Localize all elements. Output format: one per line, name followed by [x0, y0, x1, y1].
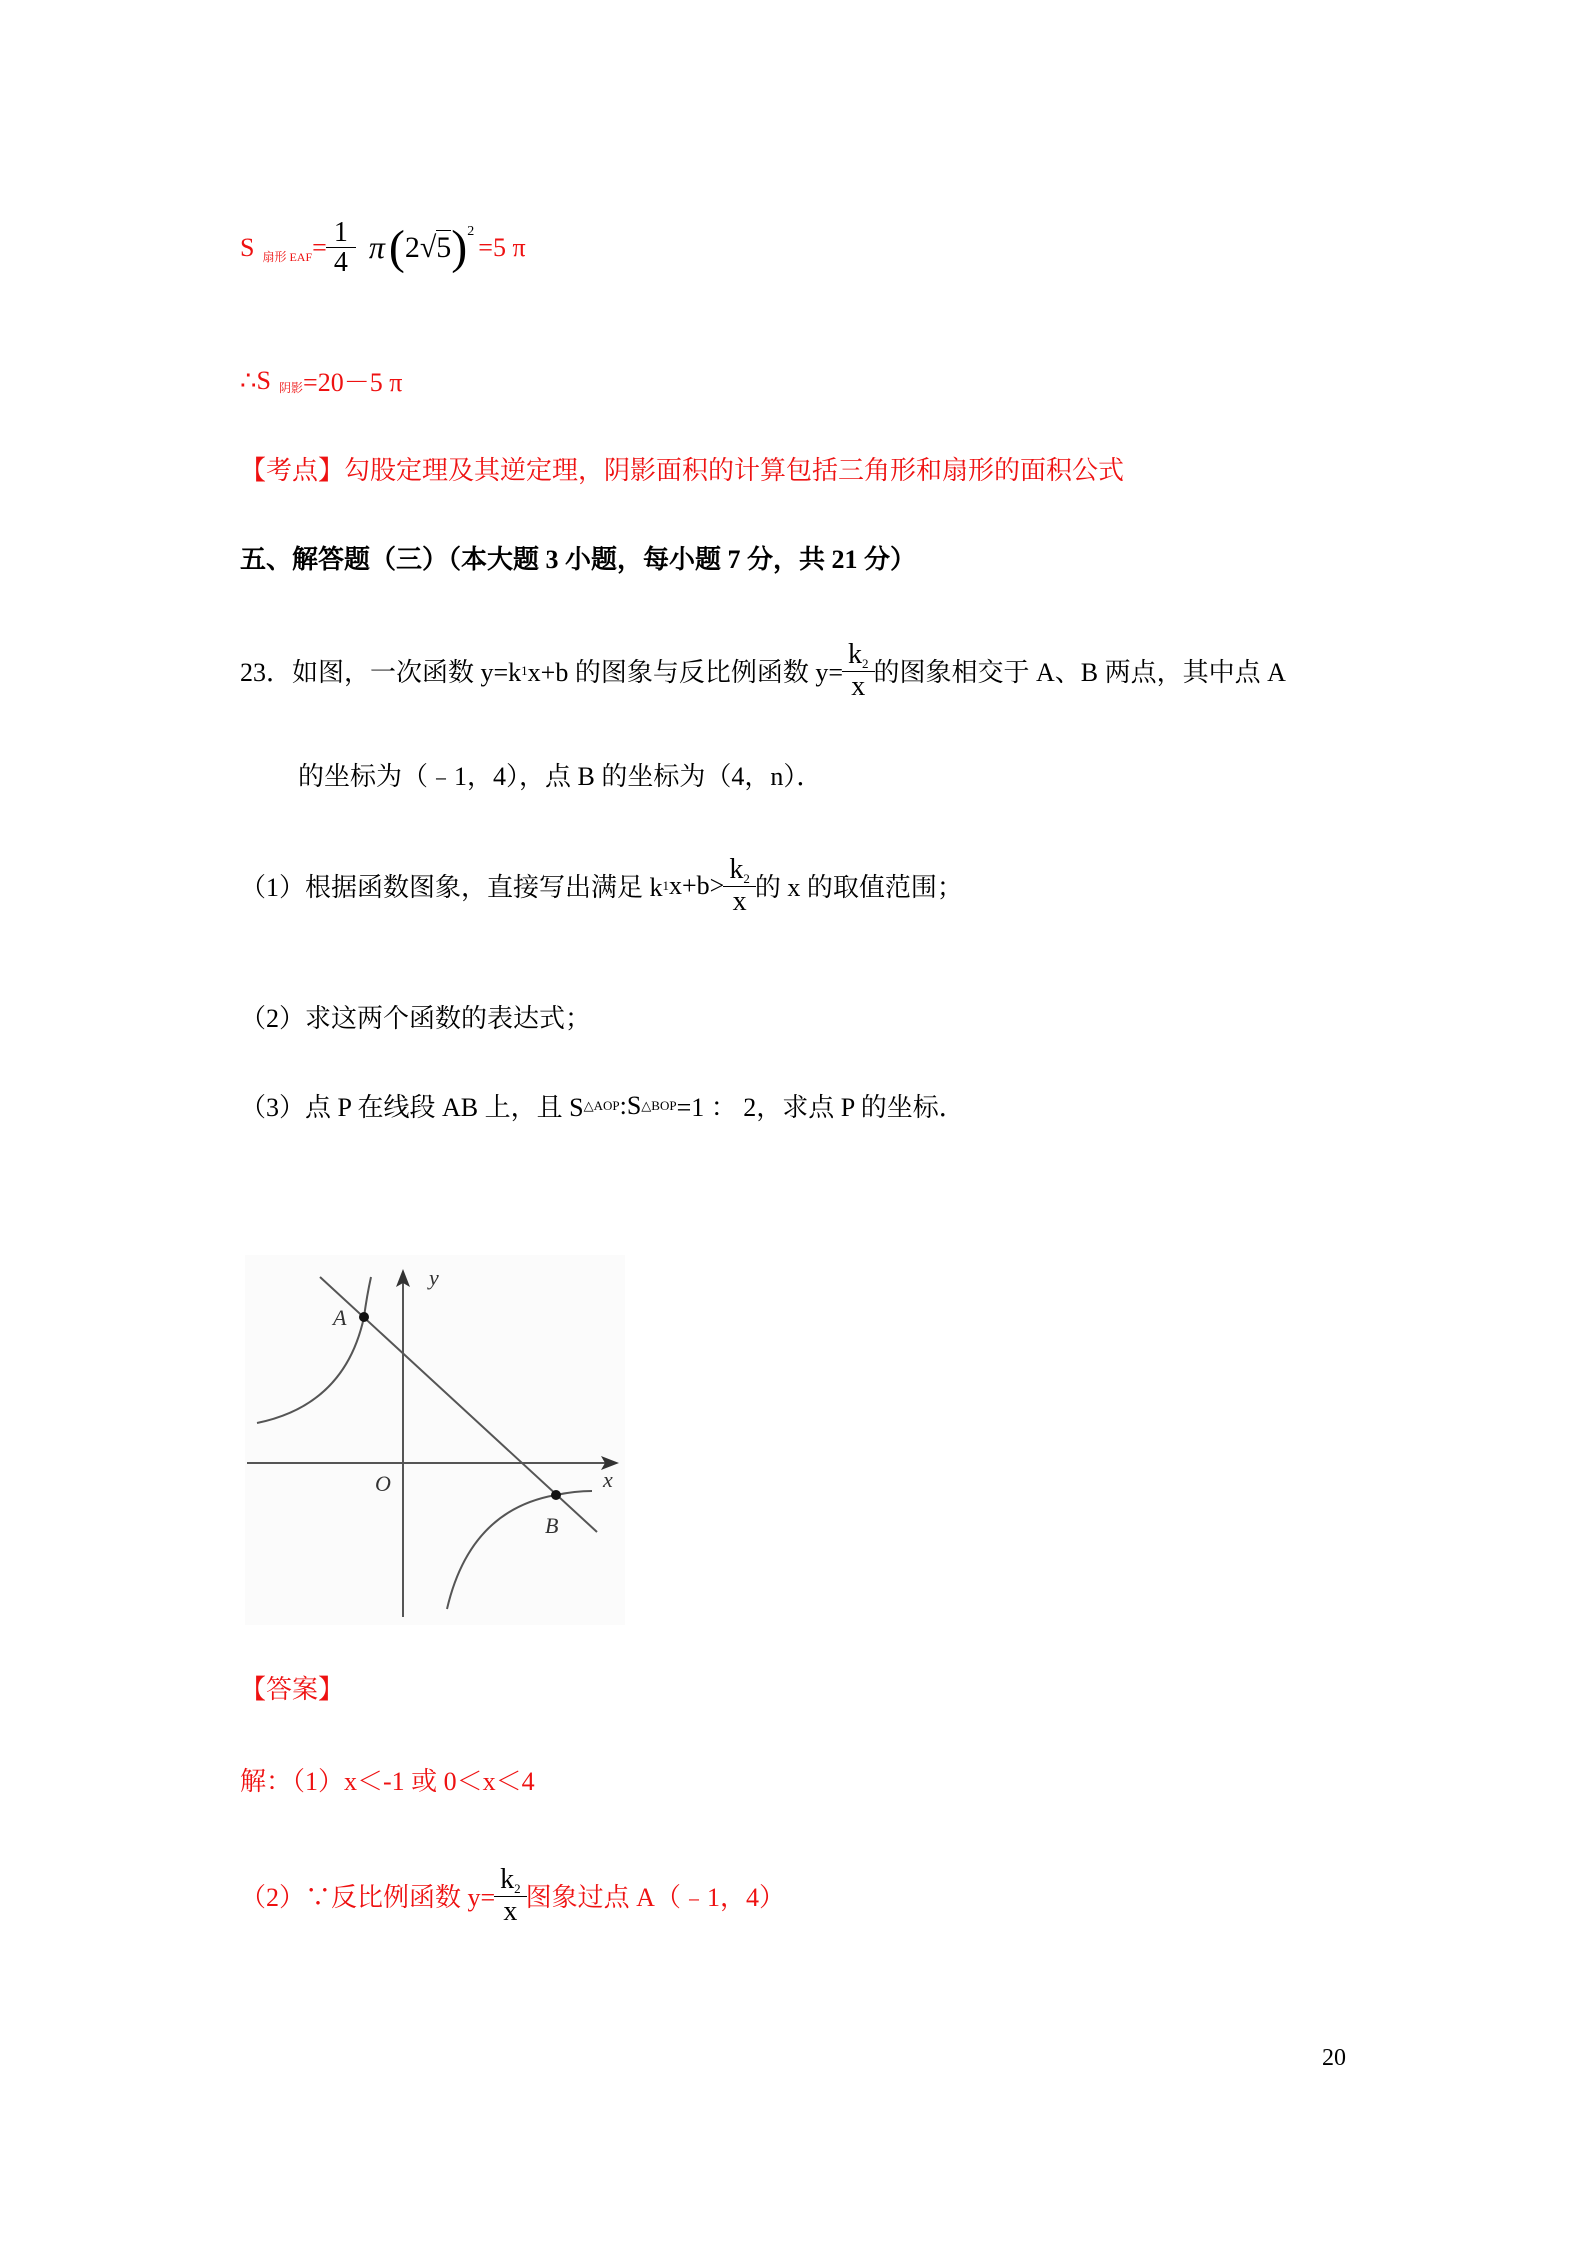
exponent: 2	[467, 223, 475, 239]
point-a	[359, 1312, 369, 1322]
denominator: x	[494, 1896, 527, 1926]
question-line-1	[240, 640, 1286, 701]
numerator: k	[848, 639, 862, 670]
label-y: y	[429, 1265, 439, 1290]
figure-background	[245, 1255, 625, 1625]
numerator-sub: 2	[743, 871, 750, 886]
q-sub: △BOP	[641, 1097, 677, 1113]
label-a: A	[333, 1305, 347, 1330]
sector-result: =5 π	[478, 232, 526, 262]
numerator: k	[729, 854, 744, 885]
shaded-area-line	[240, 362, 402, 399]
question-line-2	[298, 756, 822, 793]
q-sub: 1	[662, 877, 670, 893]
denominator: x	[842, 671, 875, 701]
numerator-sub: 2	[514, 1881, 521, 1896]
q-text: （2）求这两个函数的表达式；	[240, 1004, 592, 1033]
kaodian-text: 勾股定理及其逆定理，阴影面积的计算包括三角形和扇形的面积公式	[344, 456, 1125, 485]
numerator-sub: 2	[862, 656, 869, 671]
q-sub: 1	[521, 662, 528, 678]
kaodian-label: 【考点】	[240, 456, 345, 485]
q-text: 的坐标为（﹣1，4），点 B 的坐标为（4，n）．	[298, 762, 823, 791]
answer-text: （2）∵反比例函数 y=	[240, 1883, 496, 1913]
page-number	[1322, 2045, 1346, 2072]
fraction-one-quarter	[330, 218, 352, 278]
fraction-k2-over-x	[727, 855, 752, 916]
answer-text: 图象过点 A（﹣1，4）	[525, 1883, 785, 1913]
q-text: :S	[619, 1090, 642, 1120]
q-text: 的 x 的取值范围；	[754, 873, 963, 903]
denominator: 4	[326, 247, 356, 277]
section-title	[240, 539, 916, 576]
answer-label-line	[240, 1669, 344, 1706]
question-part-2	[240, 998, 591, 1035]
label-o: O	[375, 1471, 391, 1496]
kaodian-line	[240, 450, 1124, 487]
q-text: 的图象相交于 A、B 两点，其中点 A	[873, 658, 1286, 688]
point-b	[551, 1490, 561, 1500]
s-symbol: S	[240, 232, 255, 262]
fraction-k2-over-x	[846, 640, 871, 701]
two: 2	[404, 230, 420, 264]
pi: π	[368, 229, 385, 266]
q-text: x+b>	[669, 870, 725, 900]
sector-subscript: 扇形 EAF	[262, 250, 313, 265]
answer-step-1	[240, 1761, 535, 1798]
fraction-k2-over-x	[498, 1865, 523, 1926]
pi-expression: π ( 2 √ 5 ) 2	[368, 220, 475, 274]
numerator: 1	[333, 217, 348, 248]
question-part-1	[240, 855, 963, 916]
sector-area-formula	[240, 218, 526, 278]
shaded-result: =20－5 π	[303, 368, 403, 397]
five: 5	[436, 231, 452, 265]
q-text: x+b 的图象与反比例函数 y=	[527, 658, 843, 688]
answer-text: 解：（1）x＜-1 或 0＜x＜4	[240, 1767, 535, 1796]
q-text: 23．如图，一次函数 y=k	[240, 658, 522, 688]
q-text: （3）点 P 在线段 AB 上，且 S	[240, 1093, 584, 1122]
equals: =	[312, 232, 327, 262]
label-x: x	[603, 1467, 613, 1492]
denominator: x	[723, 886, 756, 916]
numerator: k	[500, 1864, 515, 1895]
page-number-text: 20	[1322, 2045, 1346, 2071]
q-sub: △AOP	[583, 1097, 620, 1113]
section-title-text: 五、解答题（三）（本大题 3 小题，每小题 7 分，共 21 分）	[240, 545, 917, 574]
shaded-subscript: 阴影	[279, 381, 304, 395]
function-graph-figure	[245, 1255, 625, 1625]
radical: √	[419, 230, 437, 264]
label-b: B	[545, 1513, 559, 1538]
shaded-prefix: ∴S	[240, 365, 272, 395]
question-part-3	[240, 1087, 965, 1124]
q-text: =1 ： 2，求点 P 的坐标．	[676, 1093, 965, 1122]
q-text: （1）根据函数图象，直接写出满足 k	[240, 873, 663, 903]
answer-step-2	[240, 1865, 785, 1926]
answer-label: 【答案】	[240, 1675, 345, 1704]
